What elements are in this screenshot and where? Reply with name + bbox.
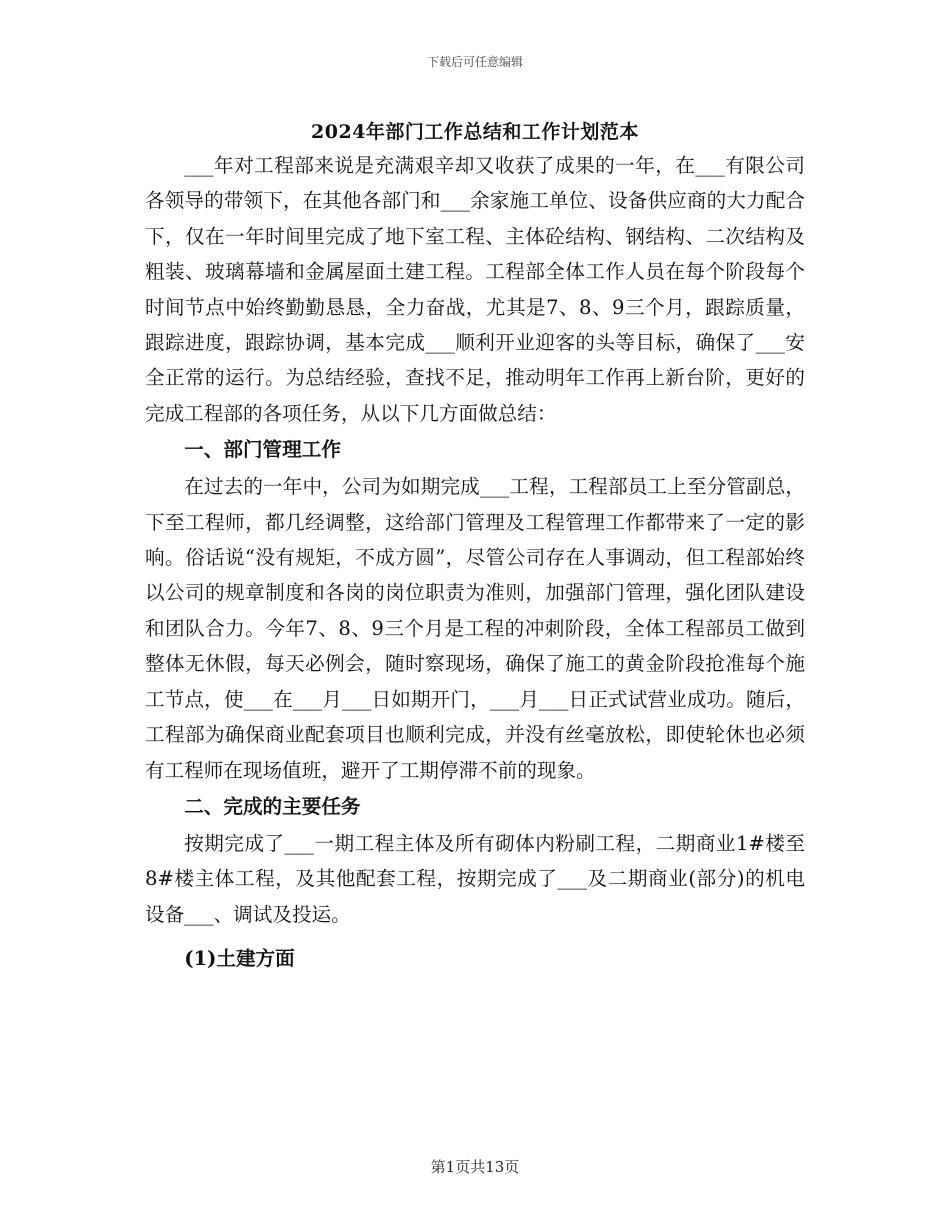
document-title: 2024年部门工作总结和工作计划范本 bbox=[311, 121, 639, 143]
intro-paragraph: ___年对工程部来说是充满艰辛却又收获了成果的一年，在___有限公司各领导的带领下，在其他各部门和___余家施工单位、设备供应商的大力配合下，仅在一年时间里完成了地下室工程、主体砼结构、钢结构、二次结构及粗装、玻璃幕墙和金属屋面土建工程。工程部全体工作人员在每个阶段每个时间节点中始终勤勤恳恳，全力奋战，尤其是7、8、9三个月，跟踪质量，跟踪进度，跟踪协调，基本完成___顺利开业迎客的头等目标，确保了___安全正常的运行。为总结经验，查找不足，推动明年工作再上新台阶，更好的完成工程部的各项任务，从以下几方面做总结： bbox=[145, 154, 805, 425]
page-footer: 第1页共13页 bbox=[430, 1158, 520, 1176]
subheading-civil: (1)土建方面 bbox=[184, 947, 295, 971]
header-note: 下载后可任意编辑 bbox=[426, 55, 523, 69]
management-paragraph: 在过去的一年中，公司为如期完成___工程，工程部员工上至分管副总，下至工程师，都几经调整，这给部门管理及工程管理工作都带来了一定的影响。俗话说“没有规矩，不成方圆”，尽管公司存在人事调动，但工程部始终以公司的规章制度和各岗的岗位职责为准则，加强部门管理，强化团队建设和团队合力。今年7、8、9三个月是工程的冲刺阶段，全体工程部员工做到整体无休假，每天必例会，随时察现场，确保了施工的黄金阶段抢准每个施工节点，使___在___月___日如期开门，___月___日正式试营业成功。随后，工程部为确保商业配套项目也顺利完成，并没有丝毫放松，即使轮休也必须有工程师在现场值班，避开了工期停滞不前的现象。 bbox=[145, 475, 805, 782]
section-heading-tasks: 二、完成的主要任务 bbox=[184, 794, 361, 818]
section-heading-management: 一、部门管理工作 bbox=[184, 438, 341, 462]
tasks-paragraph: 按期完成了___一期工程主体及所有砌体内粉刷工程，二期商业1#楼至8#楼主体工程，及其他配套工程，按期完成了___及二期商业(部分)的机电设备___、调试及投运。 bbox=[145, 831, 805, 926]
document-body bbox=[145, 148, 805, 978]
